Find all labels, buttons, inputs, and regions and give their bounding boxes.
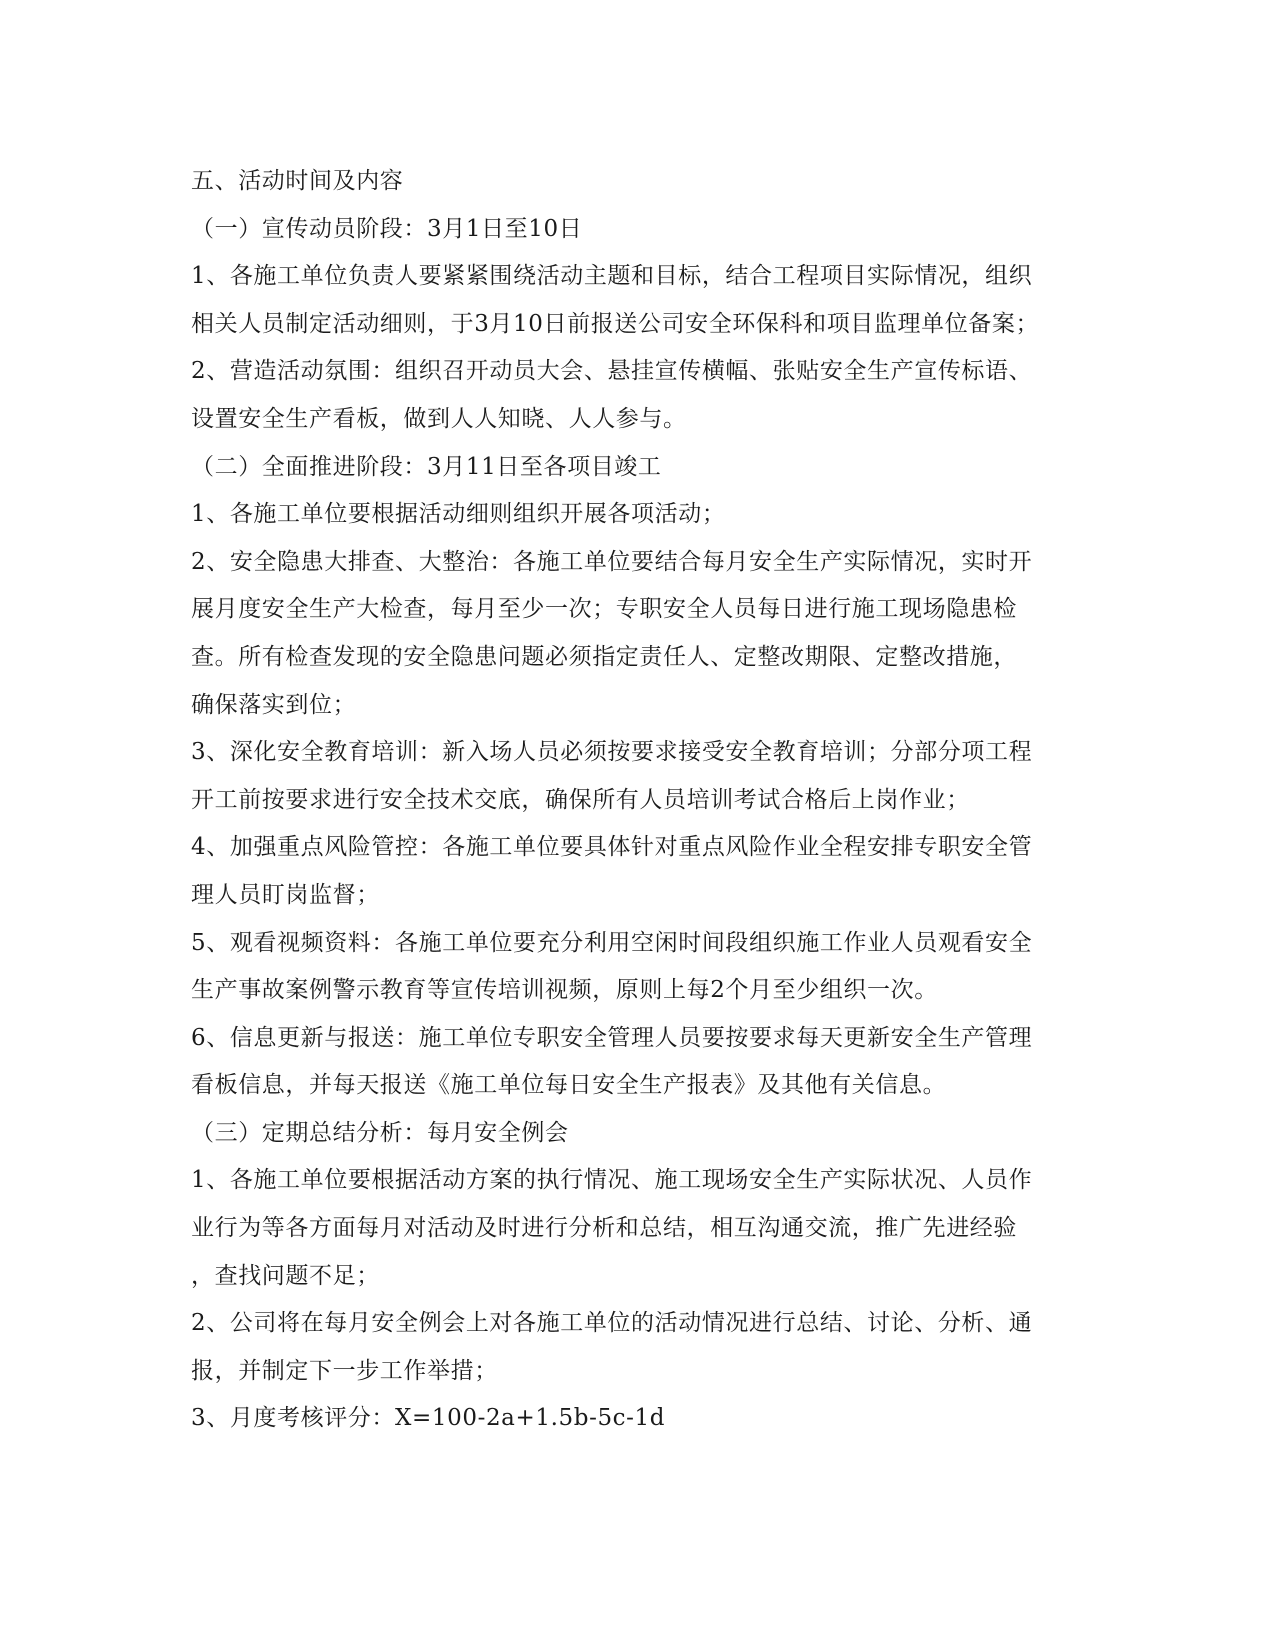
- text-line: 业行为等各方面每月对活动及时进行分析和总结，相互沟通交流，推广先进经验: [191, 1215, 1017, 1242]
- text-line: 1、各施工单位要根据活动细则组织开展各项活动；: [191, 501, 726, 528]
- subsection-heading: （三）定期总结分析：每月安全例会: [191, 1119, 569, 1146]
- text-line: 2、营造活动氛围：组织召开动员大会、悬挂宣传横幅、张贴安全生产宣传标语、: [191, 358, 1033, 385]
- text-line: 设置安全生产看板，做到人人知晓、人人参与。: [191, 405, 687, 432]
- text-line: 看板信息，并每天报送《施工单位每日安全生产报表》及其他有关信息。: [191, 1072, 947, 1099]
- text-line: 2、安全隐患大排查、大整治：各施工单位要结合每月安全生产实际情况，实时开: [191, 548, 1033, 575]
- formula-line: 3、月度考核评分：X=100-2a+1.5b-5c-1d: [191, 1405, 666, 1432]
- section-heading: 五、活动时间及内容: [191, 168, 404, 194]
- text-line: 相关人员制定活动细则，于3月10日前报送公司安全环保科和项目监理单位备案；: [191, 310, 1040, 337]
- text-line: 3、深化安全教育培训：新入场人员必须按要求接受安全教育培训；分部分项工程: [191, 739, 1033, 766]
- text-line: 1、各施工单位要根据活动方案的执行情况、施工现场安全生产实际状况、人员作: [191, 1167, 1033, 1194]
- text-line: ，查找问题不足；: [191, 1262, 380, 1289]
- text-line: 展月度安全生产大检查，每月至少一次；专职安全人员每日进行施工现场隐患检: [191, 596, 1017, 623]
- text-line: 5、观看视频资料：各施工单位要充分利用空闲时间段组织施工作业人员观看安全: [191, 929, 1033, 956]
- text-line: 生产事故案例警示教育等宣传培训视频，原则上每2个月至少组织一次。: [191, 977, 938, 1004]
- text-line: 4、加强重点风险管控：各施工单位要具体针对重点风险作业全程安排专职安全管: [191, 834, 1033, 861]
- text-line: 报，并制定下一步工作举措；: [191, 1357, 498, 1384]
- text-line: 理人员盯岗监督；: [191, 881, 380, 908]
- text-line: 2、公司将在每月安全例会上对各施工单位的活动情况进行总结、讨论、分析、通: [191, 1310, 1033, 1337]
- text-line: 查。所有检查发现的安全隐患问题必须指定责任人、定整改期限、定整改措施，: [191, 643, 1017, 670]
- text-line: 开工前按要求进行安全技术交底，确保所有人员培训考试合格后上岗作业；: [191, 786, 970, 813]
- text-line: 确保落实到位；: [191, 691, 357, 718]
- text-line: 6、信息更新与报送：施工单位专职安全管理人员要按要求每天更新安全生产管理: [191, 1024, 1033, 1051]
- text-line: 1、各施工单位负责人要紧紧围绕活动主题和目标，结合工程项目实际情况，组织: [191, 263, 1033, 290]
- subsection-heading: （一）宣传动员阶段：3月1日至10日: [191, 215, 583, 242]
- subsection-heading: （二）全面推进阶段：3月11日至各项目竣工: [191, 453, 662, 480]
- document-body: [191, 158, 1071, 1443]
